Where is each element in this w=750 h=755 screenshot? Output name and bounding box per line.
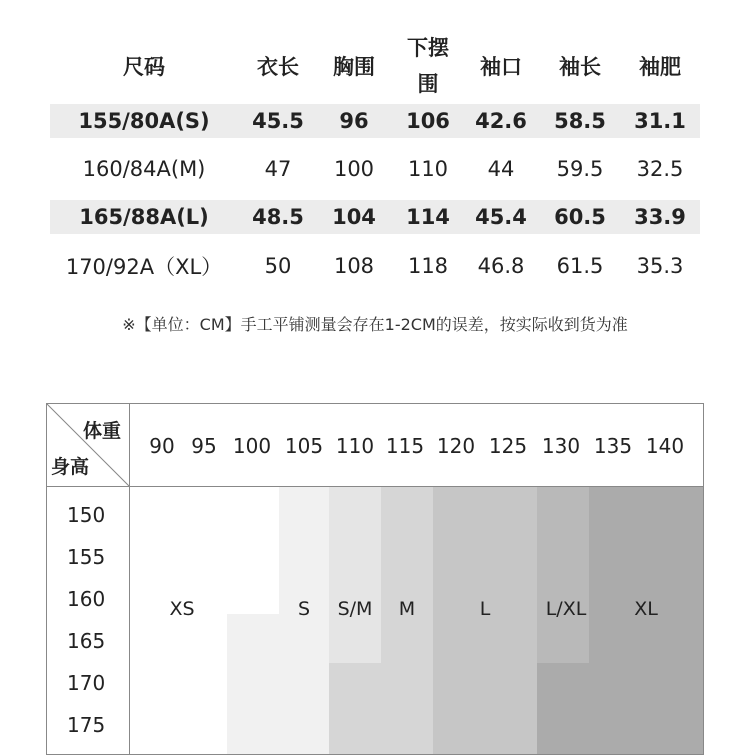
band-xl: [589, 487, 703, 754]
weight-label: 105: [284, 434, 324, 458]
weight-label: 90: [149, 434, 175, 458]
header-size: 尺码: [123, 55, 165, 79]
band-m: [329, 663, 381, 754]
chest-cell: 100: [333, 157, 375, 181]
size-row: [50, 104, 700, 138]
sleeve-width-cell: 33.9: [634, 205, 686, 229]
height-label: 155: [67, 545, 106, 569]
weight-label: 115: [385, 434, 425, 458]
band-s: [279, 487, 329, 754]
size-cell: 170/92A（XL）: [65, 255, 223, 279]
height-label: 170: [67, 671, 106, 695]
size-label-m: M: [398, 598, 416, 620]
size-cell: 155/80A(S): [78, 109, 210, 133]
chest-cell: 108: [333, 254, 375, 278]
height-label: 175: [67, 713, 106, 737]
size-label-xs: XS: [169, 598, 195, 620]
band-xl: [537, 663, 589, 754]
corner-height-label: 身高: [51, 456, 90, 478]
chest-cell: 96: [339, 109, 369, 133]
band-lxl: [537, 487, 589, 663]
band-sm: [329, 487, 381, 663]
weight-label: 100: [232, 434, 272, 458]
cuff-cell: 45.4: [475, 205, 527, 229]
band-s: [227, 614, 279, 754]
size-row: [50, 249, 700, 283]
length-cell: 45.5: [252, 109, 304, 133]
size-label-xl: XL: [634, 598, 658, 620]
length-cell: 47: [264, 157, 292, 181]
band-l: [433, 487, 537, 754]
sleeve-width-cell: 32.5: [636, 157, 684, 181]
hem-cell: 110: [407, 157, 449, 181]
corner-weight-label: 体重: [83, 420, 122, 442]
header-sleeve-width: 袖肥: [639, 55, 681, 79]
size-label-sm: S/M: [337, 598, 373, 620]
size-table-header: [50, 30, 700, 102]
header-hem-line2: 围: [417, 72, 439, 96]
sleeve-width-cell: 35.3: [636, 254, 684, 278]
size-row: [50, 200, 700, 234]
weight-label: 135: [593, 434, 633, 458]
hem-cell: 106: [406, 109, 450, 133]
chest-cell: 104: [332, 205, 376, 229]
cuff-cell: 46.8: [477, 254, 525, 278]
sleeve-length-cell: 59.5: [556, 157, 604, 181]
size-guide-grid: [46, 403, 704, 755]
header-divider: [47, 486, 703, 487]
length-cell: 50: [264, 254, 292, 278]
header-length: 衣长: [257, 55, 299, 79]
cuff-cell: 42.6: [475, 109, 527, 133]
weight-label: 130: [541, 434, 581, 458]
size-label-l: L: [479, 598, 491, 620]
weight-label: 95: [191, 434, 217, 458]
size-label-s: S: [297, 598, 311, 620]
header-cuff: 袖口: [480, 55, 522, 79]
height-label: 150: [67, 503, 106, 527]
sleeve-length-cell: 58.5: [554, 109, 606, 133]
cuff-cell: 44: [487, 157, 515, 181]
sleeve-width-cell: 31.1: [634, 109, 686, 133]
weight-label: 120: [436, 434, 476, 458]
size-label-lxl: L/XL: [545, 598, 587, 620]
sleeve-length-cell: 61.5: [556, 254, 604, 278]
header-hem-line1: 下摆: [407, 36, 449, 60]
band-m: [381, 487, 433, 754]
height-label: 165: [67, 629, 106, 653]
hem-cell: 114: [406, 205, 450, 229]
weight-label: 110: [335, 434, 375, 458]
header-sleeve-length: 袖长: [559, 55, 601, 79]
weight-label: 140: [645, 434, 685, 458]
measurement-note: ※【单位：CM】手工平铺测量会存在1-2CM的误差，按实际收到货为准: [122, 315, 628, 334]
hem-cell: 118: [407, 254, 449, 278]
height-label: 160: [67, 587, 106, 611]
size-cell: 165/88A(L): [79, 205, 209, 229]
weight-label: 125: [488, 434, 528, 458]
size-row: [50, 152, 700, 186]
header-chest: 胸围: [333, 55, 375, 79]
header-hem: [392, 30, 464, 102]
size-cell: 160/84A(M): [82, 157, 206, 181]
sleeve-length-cell: 60.5: [554, 205, 606, 229]
length-cell: 48.5: [252, 205, 304, 229]
